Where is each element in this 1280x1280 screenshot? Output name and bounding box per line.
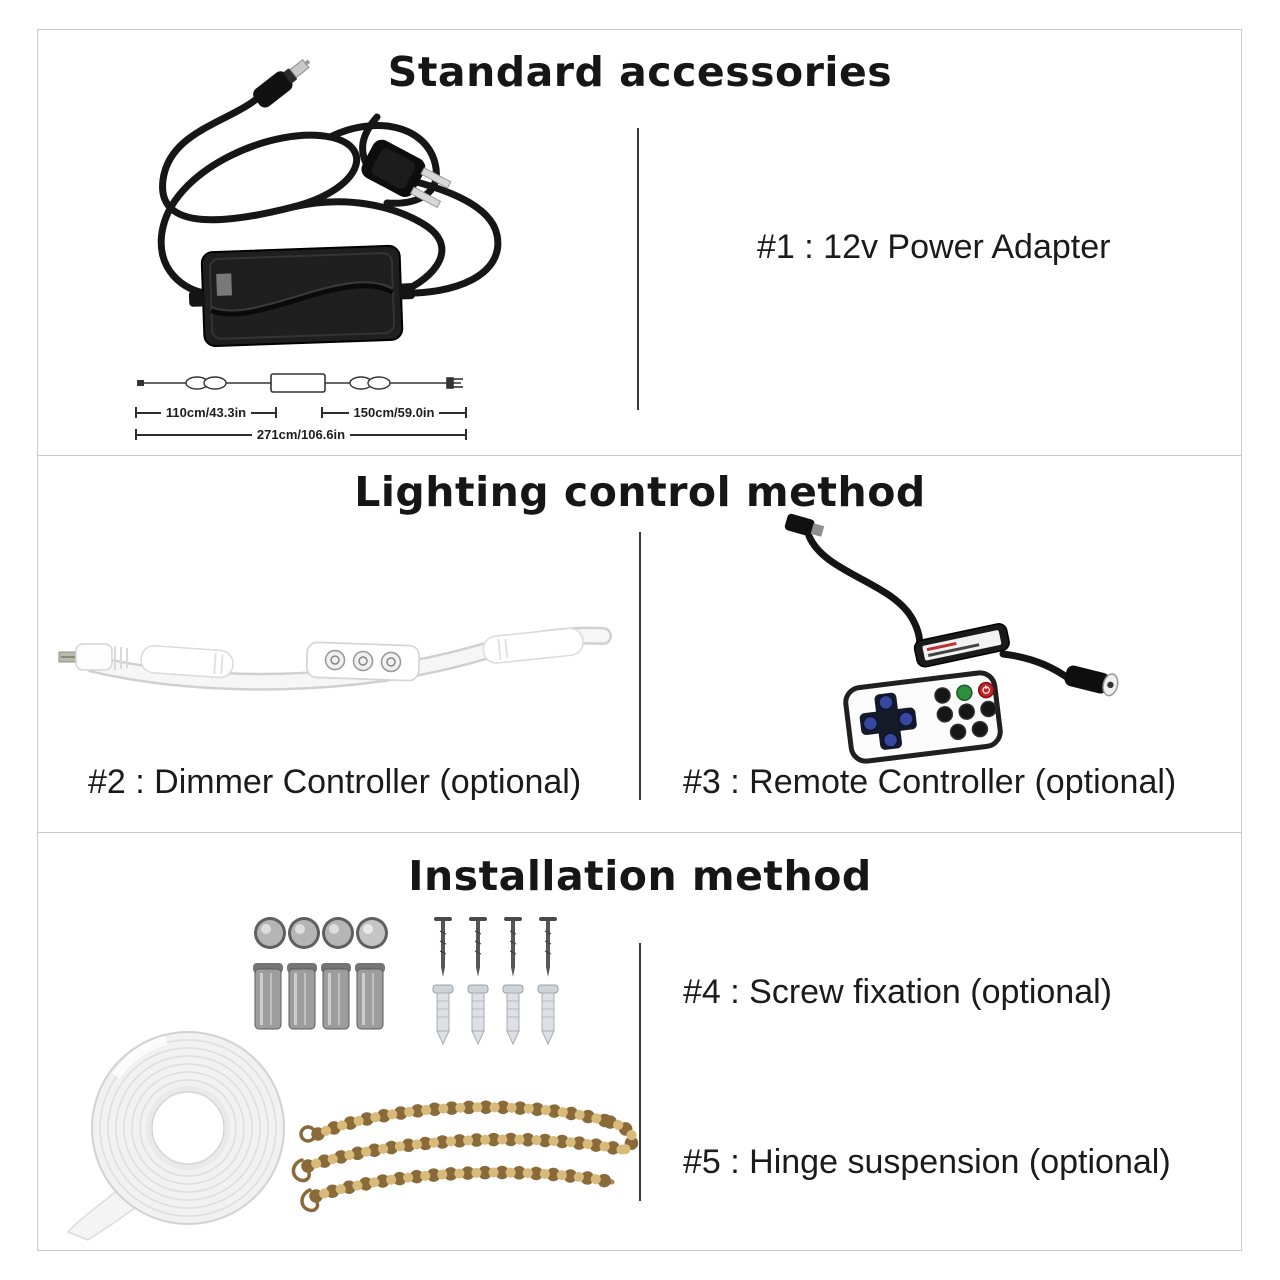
measure-right-segment <box>321 406 467 419</box>
mirror-caps <box>254 917 388 949</box>
schematic-connector-left <box>186 377 226 389</box>
inline-led-controller <box>913 622 1011 668</box>
rf-remote <box>844 671 1002 763</box>
section3-divider <box>639 943 641 1201</box>
dimmer-connector-left <box>140 645 234 678</box>
brick-label-sticker <box>216 273 232 296</box>
section1-divider <box>637 128 639 410</box>
mini-usb-connector <box>784 513 825 540</box>
schematic-brick <box>271 374 325 392</box>
dimmer-buttons <box>325 650 401 672</box>
hanging-chain-photo <box>278 1082 650 1240</box>
item4-label: #4 : Screw fixation (optional) <box>683 973 1112 1011</box>
power-brick <box>187 245 416 347</box>
chain-strand-middle <box>308 1139 624 1166</box>
section-title-standard-accessories: Standard accessories <box>387 48 893 96</box>
separator-1 <box>37 455 1242 456</box>
measure-left-label: 110cm/43.3in <box>165 405 247 420</box>
item5-label: #5 : Hinge suspension (optional) <box>683 1143 1171 1181</box>
dimmer-inline-unit <box>306 642 419 681</box>
separator-2 <box>37 832 1242 833</box>
schematic-connector-right <box>350 377 390 389</box>
item2-label: #2 : Dimmer Controller (optional) <box>88 763 582 801</box>
cable-schematic <box>135 368 467 398</box>
dimmer-controller-photo <box>55 592 620 712</box>
wall-anchors <box>433 985 558 1044</box>
chain-strand-bottom <box>316 1173 612 1196</box>
chain-strand-top <box>318 1107 610 1134</box>
dc-socket <box>1063 663 1120 697</box>
section2-divider <box>639 532 641 800</box>
measure-total <box>135 428 467 441</box>
dimmer-connector-right <box>482 627 584 664</box>
adhesive-tape-roll-photo <box>58 1026 313 1248</box>
measure-left-segment <box>135 406 277 419</box>
schematic-left-plug <box>137 380 144 386</box>
remote-controller-photo <box>765 512 1145 767</box>
screws <box>434 917 557 977</box>
power-adapter-photo <box>125 55 605 370</box>
item3-label: #3 : Remote Controller (optional) <box>683 763 1177 801</box>
measure-total-label: 271cm/106.6in <box>256 427 346 442</box>
section-title-installation: Installation method <box>408 852 872 900</box>
dc-plug <box>250 55 316 110</box>
standoff-barrels <box>253 963 385 1029</box>
measure-right-label: 150cm/59.0in <box>353 405 435 420</box>
section-title-lighting-control: Lighting control method <box>354 468 926 516</box>
item1-label: #1 : 12v Power Adapter <box>757 228 1111 266</box>
cable-length-diagram <box>135 368 467 446</box>
